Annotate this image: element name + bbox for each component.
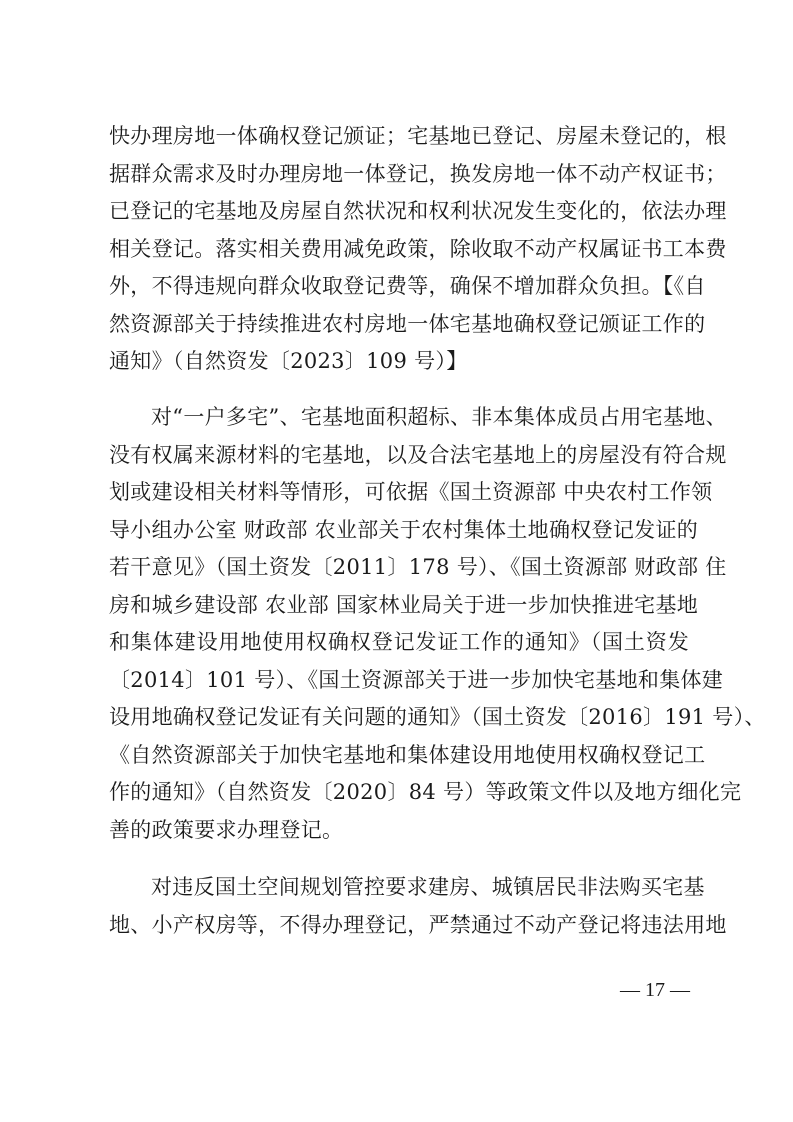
text-line: 快办理房地一体确权登记颁证；宅基地已登记、房屋未登记的，根 bbox=[109, 124, 727, 148]
text-line: 作的通知》（自然资发〔2020〕84 号）等政策文件以及地方细化完 bbox=[109, 780, 742, 804]
text-line: 相关登记。落实相关费用减免政策，除收取不动产权属证书工本费 bbox=[109, 236, 727, 261]
text-line: 然资源部关于持续推进农村房地一体宅基地确权登记颁证工作的 bbox=[109, 311, 706, 336]
text-line: 划或建设相关材料等情形，可依据《国土资源部 中央农村工作领 bbox=[109, 480, 713, 504]
text-line: 和集体建设用地使用权确权登记发证工作的通知》（国土资发 bbox=[109, 630, 689, 654]
text-line: 据群众需求及时办理房地一体登记，换发房地一体不动产权证书； bbox=[109, 161, 727, 186]
text-line: 通知》（自然资发〔2023〕109 号）】 bbox=[109, 349, 468, 373]
paragraph-1 bbox=[109, 118, 727, 381]
text-line: 房和城乡建设部 农业部 国家林业局关于进一步加快推进宅基地 bbox=[109, 592, 699, 617]
text-line: 对“一户多宅”、宅基地面积超标、非本集体成员占用宅基地、 bbox=[151, 405, 727, 429]
text-line: 导小组办公室 财政部 农业部关于农村集体土地确权登记发证的 bbox=[109, 517, 699, 542]
text-line: 对违反国土空间规划管控要求建房、城镇居民非法购买宅基 bbox=[151, 875, 705, 899]
text-line: 〔2014〕101 号）、《国土资源部关于进一步加快宅基地和集体建 bbox=[109, 667, 724, 692]
text-line: 已登记的宅基地及房屋自然状况和权利状况发生变化的，依法办理 bbox=[109, 199, 727, 223]
text-line: 没有权属来源材料的宅基地，以及合法宅基地上的房屋没有符合规 bbox=[109, 442, 727, 467]
text-line: 外，不得违规向群众收取登记费等，确保不增加群众负担。【《自 bbox=[109, 274, 706, 298]
paragraph-3 bbox=[109, 869, 727, 944]
text-line: 善的政策要求办理登记。 bbox=[109, 817, 344, 842]
text-line: 《自然资源部关于加快宅基地和集体建设用地使用权确权登记工 bbox=[109, 742, 706, 767]
paragraph-2 bbox=[109, 399, 766, 849]
text-line: 若干意见》（国土资发〔2011〕178 号）、《国土资源部 财政部 住 bbox=[109, 555, 727, 579]
text-line: 地、小产权房等，不得办理登记，严禁通过不动产登记将违法用地 bbox=[109, 912, 727, 937]
page-number: — 17 — bbox=[620, 979, 690, 1001]
text-line: 设用地确权登记发证有关问题的通知》（国土资发〔2016〕191 号）、 bbox=[109, 705, 766, 729]
